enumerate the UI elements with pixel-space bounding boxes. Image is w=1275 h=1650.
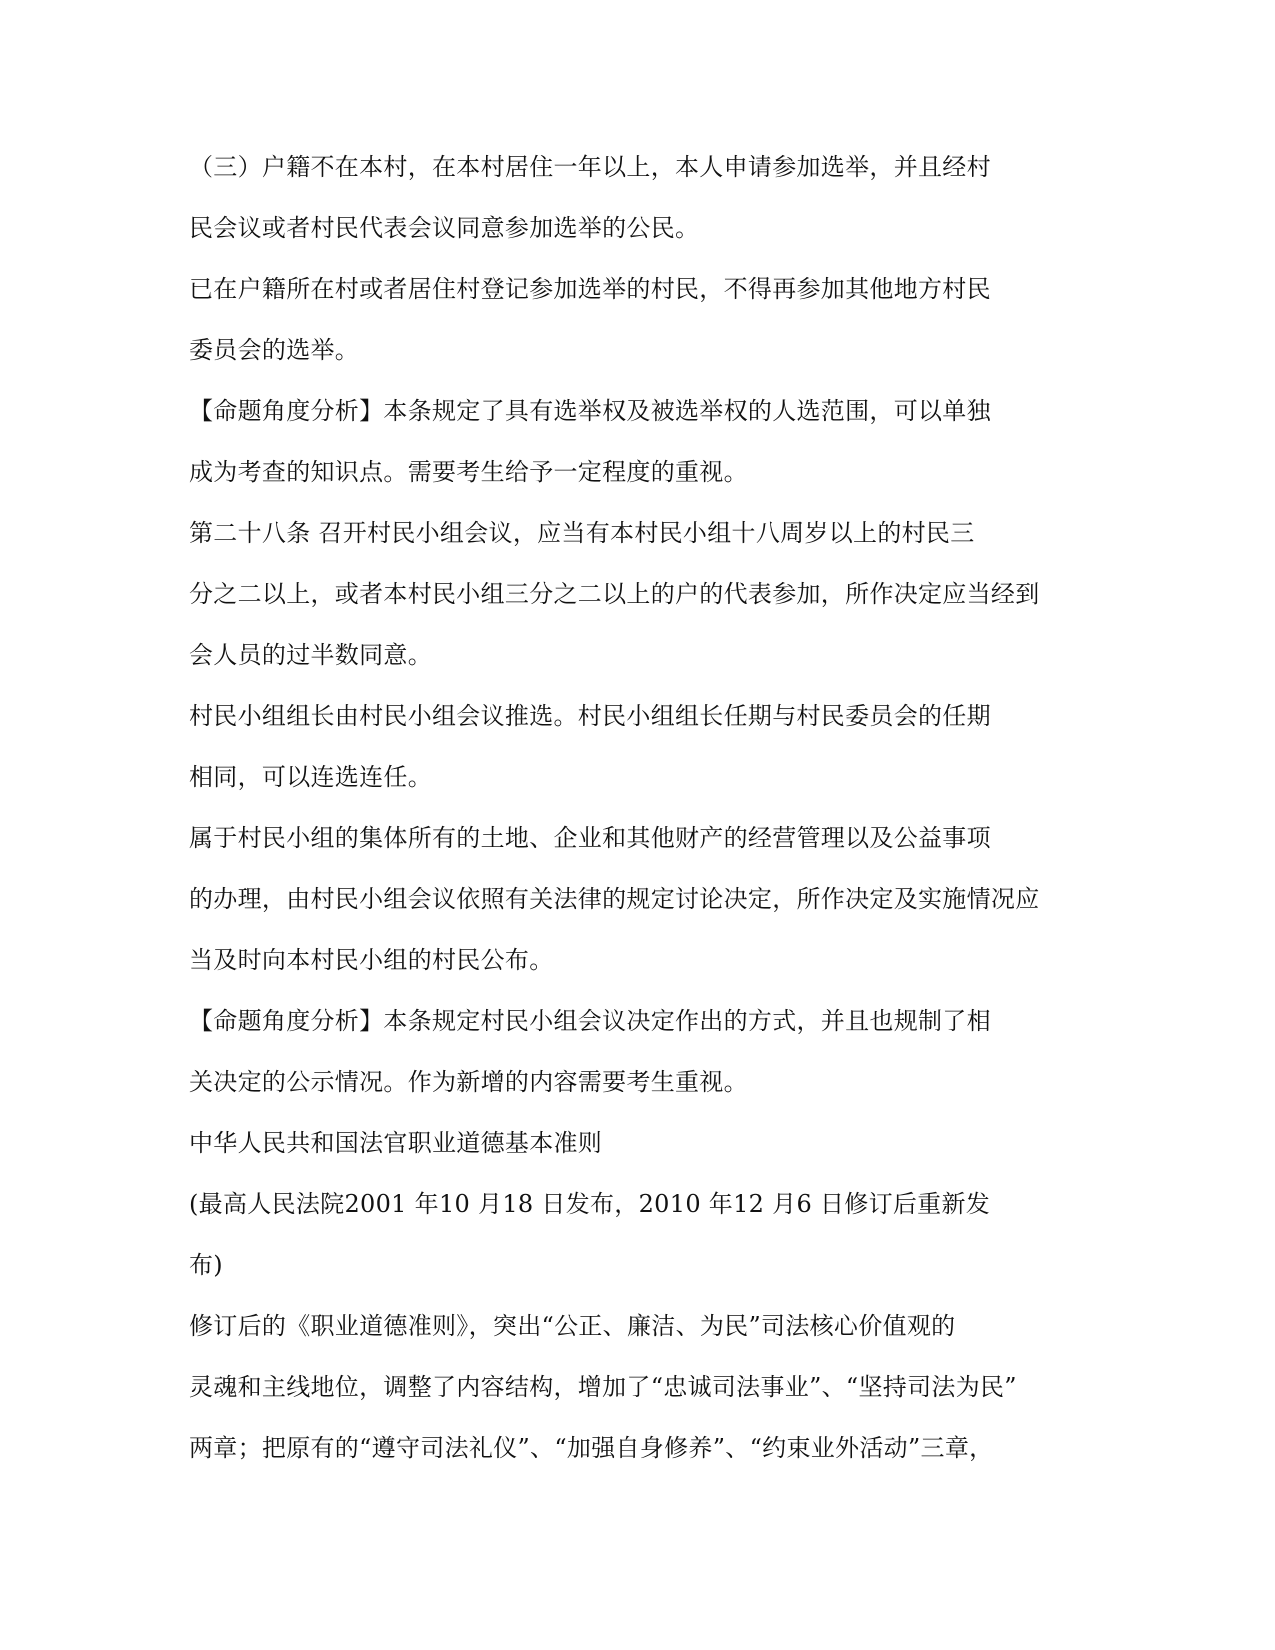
- text-line: 两章；把原有的“遵守司法礼仪”、“加强自身修养”、“约束业外活动”三章，: [189, 1434, 994, 1462]
- text-line: 布): [189, 1251, 223, 1279]
- text-line: 【命题角度分析】本条规定了具有选举权及被选举权的人选范围，可以单独: [189, 397, 991, 425]
- text-line: 成为考查的知识点。需要考生给予一定程度的重视。: [189, 458, 748, 486]
- text-line: 【命题角度分析】本条规定村民小组会议决定作出的方式，并且也规制了相: [189, 1007, 991, 1035]
- document-body: [189, 147, 1089, 1489]
- text-line: 村民小组组长由村民小组会议推选。村民小组组长任期与村民委员会的任期: [189, 702, 991, 730]
- text-line: 会人员的过半数同意。: [189, 641, 432, 669]
- text-line: 中华人民共和国法官职业道德基本准则: [189, 1129, 603, 1157]
- text-line: 属于村民小组的集体所有的土地、企业和其他财产的经营管理以及公益事项: [189, 824, 991, 852]
- text-line: 相同，可以连选连任。: [189, 763, 432, 791]
- text-line: (最高人民法院2001 年10 月18 日发布，2010 年12 月6 日修订后重新发: [189, 1190, 991, 1218]
- text-line: 灵魂和主线地位，调整了内容结构，增加了“忠诚司法事业”、“坚持司法为民”: [189, 1373, 1017, 1401]
- text-line: 分之二以上，或者本村民小组三分之二以上的户的代表参加，所作决定应当经到: [189, 580, 1040, 608]
- text-line: （三）户籍不在本村，在本村居住一年以上，本人申请参加选举，并且经村: [189, 153, 991, 181]
- text-line: 关决定的公示情况。作为新增的内容需要考生重视。: [189, 1068, 748, 1096]
- text-line: 当及时向本村民小组的村民公布。: [189, 946, 554, 974]
- text-line: 修订后的《职业道德准则》，突出“公正、廉洁、为民”司法核心价值观的: [189, 1312, 956, 1340]
- text-line: 已在户籍所在村或者居住村登记参加选举的村民，不得再参加其他地方村民: [189, 275, 991, 303]
- text-line: 委员会的选举。: [189, 336, 360, 364]
- text-line: 第二十八条 召开村民小组会议，应当有本村民小组十八周岁以上的村民三: [189, 519, 975, 547]
- text-line: 的办理，由村民小组会议依照有关法律的规定讨论决定，所作决定及实施情况应: [189, 885, 1040, 913]
- text-line: 民会议或者村民代表会议同意参加选举的公民。: [189, 214, 700, 242]
